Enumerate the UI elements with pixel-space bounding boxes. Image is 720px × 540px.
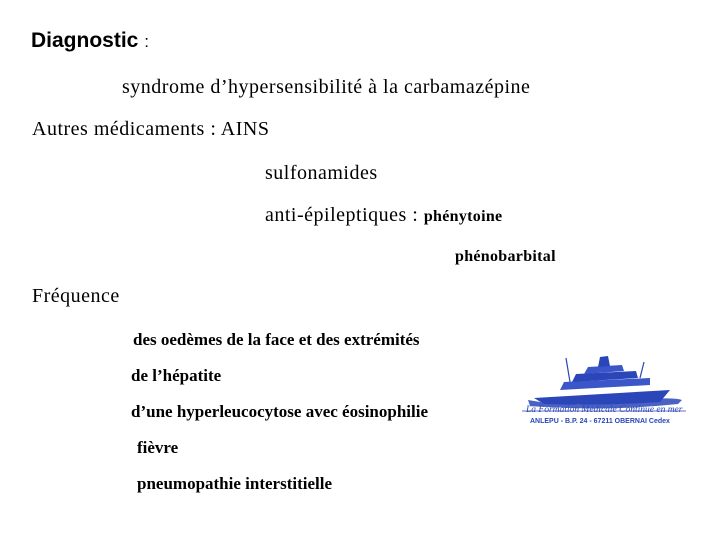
autres-heading: Autres médicaments : AINS xyxy=(32,118,270,140)
frequence-item-fievre: fièvre xyxy=(137,438,179,457)
frequence-heading: Fréquence xyxy=(32,285,120,307)
autres-item-sulfonamides: sulfonamides xyxy=(265,162,378,184)
frequence-item-hyperleucocytose: d’une hyperleucocytose avec éosinophilie xyxy=(131,402,429,421)
frequence-item-hepatite: de l’hépatite xyxy=(131,366,222,385)
diagnostic-value: syndrome d’hypersensibilité à la carbamazépine xyxy=(122,76,531,98)
logo-caption-line2: ANLEPU - B.P. 24 - 67211 OBERNAI Cedex xyxy=(530,418,670,425)
diagnostic-heading: Diagnostic : xyxy=(31,29,149,52)
frequence-item-pneumopathie: pneumopathie interstitielle xyxy=(137,474,333,493)
frequence-item-oedemes: des oedèmes de la face et des extrémités xyxy=(133,330,420,349)
diagnostic-colon: : xyxy=(144,32,149,51)
autres-item-antiepileptiques: anti-épileptiques : phénytoine xyxy=(265,204,503,226)
sub-item-phenytoine: phénytoine xyxy=(423,208,503,225)
sub-item-phenobarbital: phénobarbital xyxy=(455,248,556,265)
logo-caption-line1: La Formation Médicale Continue en mer xyxy=(526,405,683,415)
